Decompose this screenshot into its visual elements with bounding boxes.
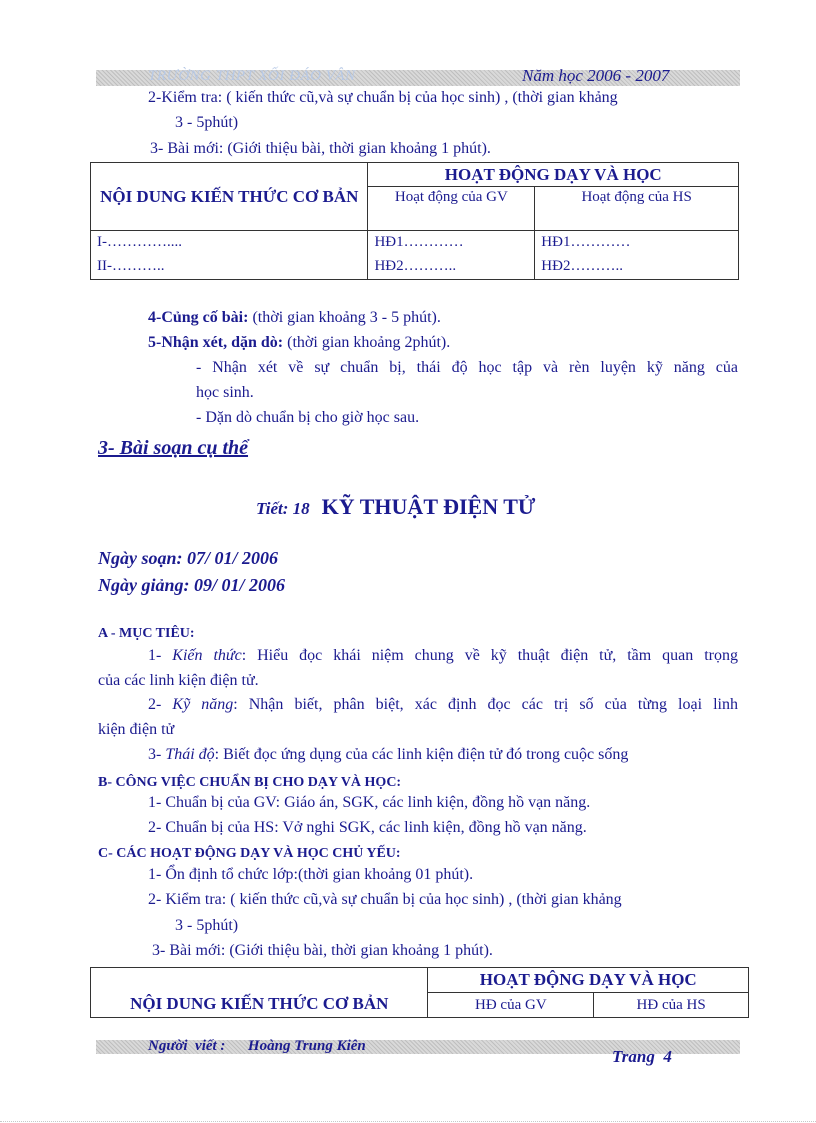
cung-co-text: (thời gian khoảng 3 - 5 phút). <box>248 309 441 326</box>
bai-moi-line: 3- Bài mới: (Giới thiệu bài, thời gian khoảng 1 phút). <box>150 140 491 157</box>
kiem-tra-line-2: 3 - 5phút) <box>175 114 239 131</box>
thai-do-label: Thái độ <box>165 746 215 763</box>
nhan-xet-item-2: - Dặn dò chuẩn bị cho giờ học sau. <box>196 409 420 426</box>
hoat-dong-heading: C- CÁC HOẠT ĐỘNG DẠY VÀ HỌC CHỦ YẾU: <box>98 846 401 861</box>
nhan-xet-line <box>148 334 450 352</box>
content-row-2: II-……….. <box>91 255 368 280</box>
nhan-xet-item-1b: học sinh. <box>196 384 254 401</box>
kiem-tra-c-line-2: 3 - 5phút) <box>175 917 239 934</box>
lesson-plan-table <box>90 162 739 280</box>
thai-do-text: : Biết đọc ứng dụng của các linh kiện điện tử đó trong cuộc sống <box>214 746 629 763</box>
nhan-xet-text: (thời gian khoảng 2phút). <box>283 334 451 351</box>
thai-do-line <box>148 746 628 764</box>
ky-nang-label: Kỹ năng <box>172 696 234 713</box>
lesson-plan-table-2 <box>90 967 749 1018</box>
chuan-bi-heading: B- CÔNG VIỆC CHUẨN BỊ CHO DẠY VÀ HỌC: <box>98 775 402 790</box>
student-header-2: HĐ của HS <box>594 993 749 1018</box>
ky-nang-num: 2- <box>148 696 173 713</box>
teacher-row-1: HĐ1………… <box>368 231 535 255</box>
ky-nang-text: : Nhận biết, phân biệt, xác định đọc các trị số của từng loại linh <box>233 696 738 713</box>
bai-moi-c-line: 3- Bài mới: (Giới thiệu bài, thời gian khoảng 1 phút). <box>152 942 493 959</box>
student-row-2: HĐ2……….. <box>535 255 739 280</box>
muc-tieu-heading: A - MỤC TIÊU: <box>98 626 195 641</box>
teacher-activity-header: Hoạt động của GV <box>368 187 535 231</box>
kiem-tra-c-line-1: 2- Kiểm tra: ( kiến thức cũ,và sự chuẩn bị của học sinh) , (thời gian khảng <box>148 891 622 908</box>
header-school: TRƯỜNG THPT XỐI ĐÁO VÂN <box>148 68 356 84</box>
kien-thuc-num: 1- <box>148 647 173 664</box>
thai-do-num: 3- <box>148 746 166 763</box>
cung-co-label: 4-Củng cố bài: <box>148 309 249 326</box>
nhan-xet-label: 5-Nhận xét, dặn dò: <box>148 334 284 351</box>
content-header-2: NỘI DUNG KIẾN THỨC CƠ BẢN <box>91 968 428 1018</box>
header-year: Năm học 2006 - 2007 <box>522 66 670 85</box>
chuan-bi-gv: 1- Chuẩn bị của GV: Giáo án, SGK, các linh kiện, đồng hồ vạn năng. <box>148 794 591 811</box>
kiem-tra-line-1: 2-Kiểm tra: ( kiến thức cũ,và sự chuẩn bị của học sinh) , (thời gian khảng <box>148 89 618 106</box>
lesson-title: KỸ THUẬT ĐIỆN TỬ <box>321 494 536 519</box>
ky-nang-line-2: kiện điện tử <box>98 721 175 738</box>
kien-thuc-line <box>148 647 738 665</box>
nhan-xet-item-1a: - Nhận xét về sự chuẩn bị, thái độ học tập và rèn luyện kỹ năng của <box>196 359 738 376</box>
footer-page: Trang 4 <box>612 1047 672 1066</box>
ngay-soan: Ngày soạn: 07/ 01/ 2006 <box>98 548 278 568</box>
cung-co-line <box>148 309 441 327</box>
kien-thuc-line-2: của các linh kiện điện tử. <box>98 672 259 689</box>
kien-thuc-text: : Hiểu đọc khái niệm chung về kỹ thuật điện tử, tầm quan trọng <box>241 647 738 664</box>
activity-group-header-2: HOẠT ĐỘNG DẠY VÀ HỌC <box>428 968 749 993</box>
teacher-row-2: HĐ2……….. <box>368 255 535 280</box>
content-row-1: I-………….... <box>91 231 368 255</box>
kien-thuc-label: Kiến thức <box>172 647 242 664</box>
ngay-giang: Ngày giảng: 09/ 01/ 2006 <box>98 575 285 595</box>
tiet-label: Tiết: 18 <box>256 499 310 518</box>
footer-author: Người viết : Hoàng Trung Kiên <box>148 1038 366 1054</box>
page-bottom-rule <box>0 1121 816 1122</box>
student-row-1: HĐ1………… <box>535 231 739 255</box>
ky-nang-line <box>148 696 738 714</box>
student-activity-header: Hoạt động của HS <box>535 187 739 231</box>
lesson-title-line <box>256 494 535 520</box>
section-title: 3- Bài soạn cụ thể <box>98 437 249 459</box>
chuan-bi-hs: 2- Chuẩn bị của HS: Vở nghi SGK, các linh kiện, đồng hồ vạn năng. <box>148 819 587 836</box>
content-header: NỘI DUNG KIẾN THỨC CƠ BẢN <box>91 163 368 231</box>
on-dinh-line: 1- Ổn định tổ chức lớp:(thời gian khoảng 01 phút). <box>148 866 474 883</box>
activity-group-header: HOẠT ĐỘNG DẠY VÀ HỌC <box>368 163 739 187</box>
teacher-header-2: HĐ của GV <box>428 993 594 1018</box>
